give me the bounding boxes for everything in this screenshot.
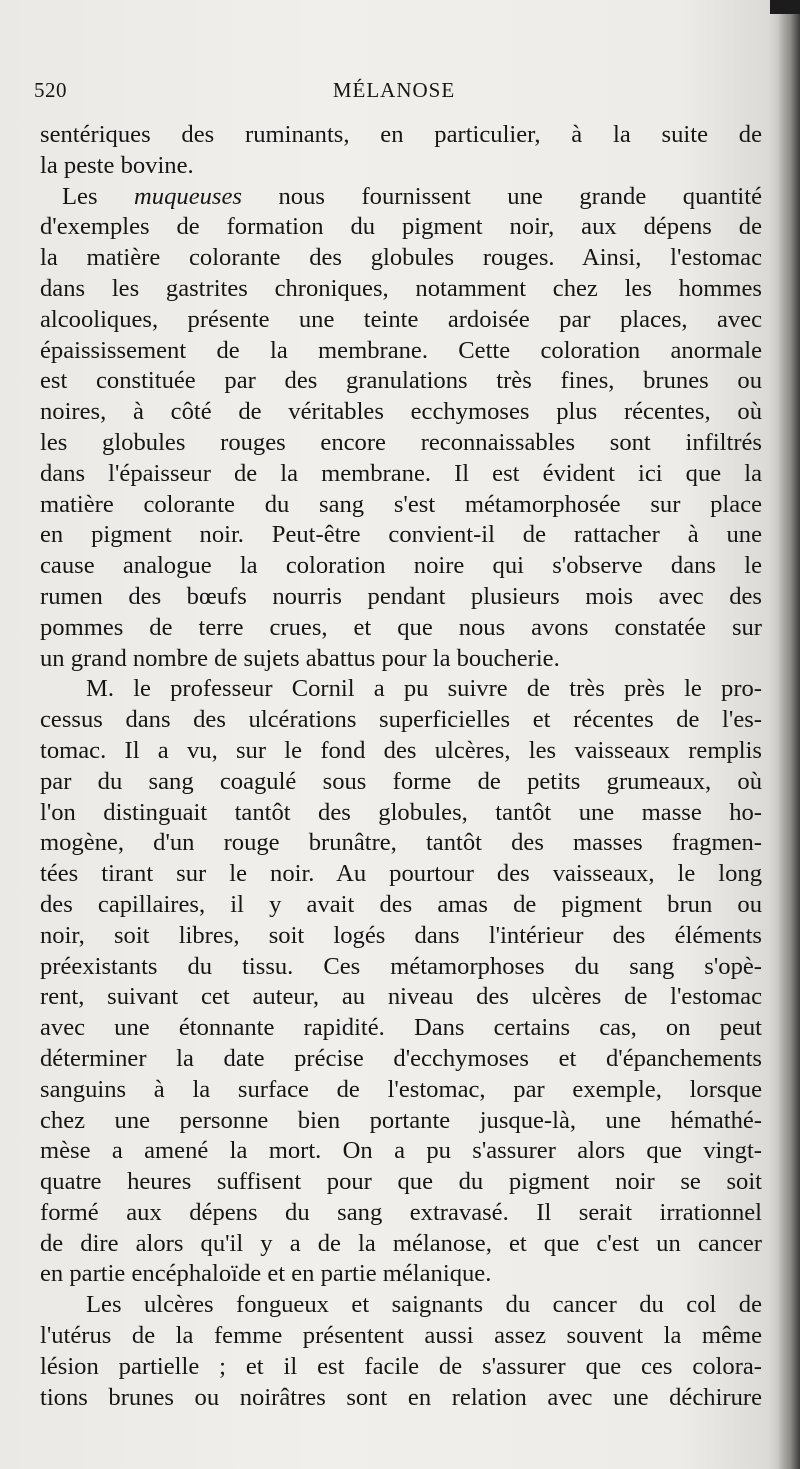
text-line: rumen des bœufs nourris pendant plusieurs mois avec des xyxy=(40,582,762,610)
text-line: alcooliques, présente une teinte ardoisée par places, avec xyxy=(40,305,762,333)
text-line: dans l'épaisseur de la membrane. Il est évident ici que la xyxy=(40,459,762,487)
text-line: noires, à côté de véritables ecchymoses plus récentes, où xyxy=(40,398,762,426)
text-line: formé aux dépens du sang extravasé. Il serait irrationnel xyxy=(40,1198,762,1226)
text-line: pommes de terre crues, et que nous avons constatée sur xyxy=(40,613,762,641)
page-edge-shadow xyxy=(778,0,800,1469)
text-line: tées tirant sur le noir. Au pourtour des vaisseaux, le long xyxy=(40,860,762,888)
text-line: est constituée par des granulations très fines, brunes ou xyxy=(40,367,762,395)
text-line: par du sang coagulé sous forme de petits grumeaux, où xyxy=(40,767,762,795)
text-line: d'exemples de formation du pigment noir, aux dépens de xyxy=(40,213,762,241)
text-line: tomac. Il a vu, sur le fond des ulcères, les vaisseaux remplis xyxy=(40,736,762,764)
text-line: dans les gastrites chroniques, notamment chez les hommes xyxy=(40,274,762,302)
text-line: l'on distinguait tantôt des globules, tantôt une masse ho- xyxy=(40,798,762,826)
text-line-muqueuses: Les muqueuses nous fournissent une grande quantité xyxy=(62,182,762,210)
text-line: noir, soit libres, soit logés dans l'intérieur des éléments xyxy=(40,921,762,949)
text-line: lésion partielle ; et il est facile de s'assurer que ces colora- xyxy=(40,1352,762,1380)
text-line: en partie encéphaloïde et en partie mélanique. xyxy=(40,1260,492,1288)
text-line: chez une personne bien portante jusque-là, une hémathé- xyxy=(40,1106,762,1134)
text-line: M. le professeur Cornil a pu suivre de très près le pro- xyxy=(86,675,762,703)
text-line: cause analogue la coloration noire qui s'observe dans le xyxy=(40,552,762,580)
text-line: matière colorante du sang s'est métamorphosée sur place xyxy=(40,490,762,518)
page-header xyxy=(34,78,754,108)
text-line: tions brunes ou noirâtres sont en relation avec une déchirure xyxy=(40,1383,762,1411)
text-line: en pigment noir. Peut-être convient-il de rattacher à une xyxy=(40,521,762,549)
text-line: cessus dans des ulcérations superficielles et récentes de l'es- xyxy=(40,706,762,734)
text-line: sanguins à la surface de l'estomac, par exemple, lorsque xyxy=(40,1075,762,1103)
text-line: Les ulcères fongueux et saignants du cancer du col de xyxy=(86,1291,762,1319)
text-line: rent, suivant cet auteur, au niveau des ulcères de l'estomac xyxy=(40,983,762,1011)
page-number: 520 xyxy=(34,78,67,102)
text-line: épaississement de la membrane. Cette coloration anormale xyxy=(40,336,762,364)
scan-corner xyxy=(770,0,800,14)
running-title: MÉLANOSE xyxy=(332,78,456,102)
text-line: un grand nombre de sujets abattus pour la boucherie. xyxy=(40,644,560,672)
italic-term: muqueuses xyxy=(134,182,242,210)
text-line: quatre heures suffisent pour que du pigment noir se soit xyxy=(40,1168,762,1196)
text-line: des capillaires, il y avait des amas de pigment brun ou xyxy=(40,890,762,918)
text-line: la peste bovine. xyxy=(40,151,194,179)
text-line: sentériques des ruminants, en particulier, à la suite de xyxy=(40,121,762,148)
text-line: mèse a amené la mort. On a pu s'assurer alors que vingt- xyxy=(40,1137,762,1165)
text-line: la matière colorante des globules rouges. Ainsi, l'estomac xyxy=(40,244,762,272)
text-line: les globules rouges encore reconnaissables sont infiltrés xyxy=(40,428,762,456)
text-line: préexistants du tissu. Ces métamorphoses du sang s'opè- xyxy=(40,952,762,980)
text-line: l'utérus de la femme présentent aussi assez souvent la même xyxy=(40,1322,762,1350)
text-line: de dire alors qu'il y a de la mélanose, et que c'est un cancer xyxy=(40,1229,762,1257)
body-text xyxy=(40,120,762,1413)
text-line: mogène, d'un rouge brunâtre, tantôt des masses fragmen- xyxy=(40,829,762,857)
text-line: avec une étonnante rapidité. Dans certains cas, on peut xyxy=(40,1014,762,1042)
text-line: déterminer la date précise d'ecchymoses et d'épanchements xyxy=(40,1044,762,1072)
